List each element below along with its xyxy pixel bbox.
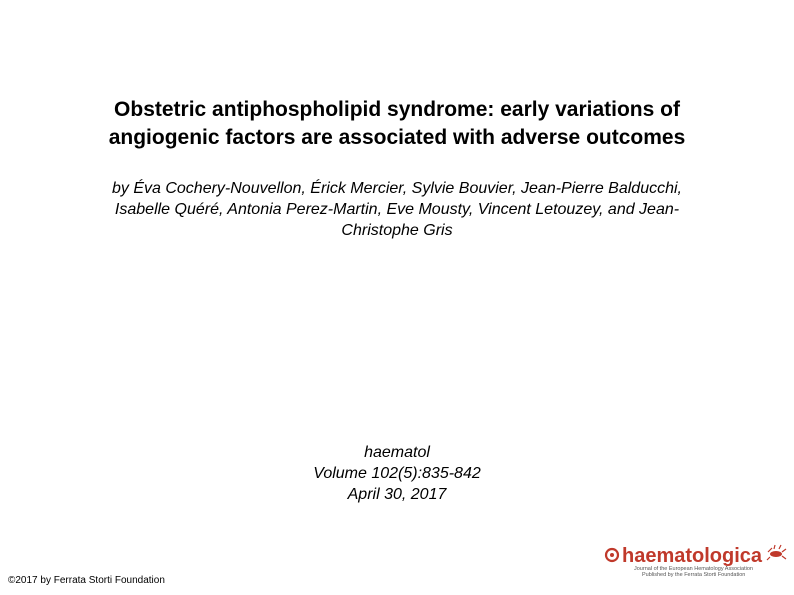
- presentation-title: [40, 96, 754, 152]
- volume-pages: Volume 102(5):835-842: [313, 465, 481, 482]
- logo-tagline-1: Journal of the European Hematology Association: [634, 566, 753, 572]
- citation-block: [200, 442, 594, 505]
- logo-tagline-2: Published by the Ferrata Storti Foundation: [642, 572, 746, 578]
- authors-line-2: Isabelle Quéré, Antonia Perez-Martin, Eve Mousty, Vincent Letouzey, and Jean-: [114, 201, 680, 218]
- authors-line-1: by Éva Cochery-Nouvellon, Érick Mercier, Sylvie Bouvier, Jean-Pierre Balducchi,: [111, 180, 682, 197]
- logo-wordmark: haematologica: [622, 545, 763, 567]
- journal-name: haematol: [364, 444, 430, 461]
- copyright-notice: ©2017 by Ferrata Storti Foundation: [8, 575, 165, 586]
- eha-emblem-icon: [767, 545, 786, 560]
- title-line-2: angiogenic factors are associated with adverse outcomes: [108, 126, 686, 149]
- authors-line-3: Christophe Gris: [341, 222, 453, 239]
- author-list: [52, 178, 742, 241]
- haematologica-logo: [602, 540, 788, 578]
- publication-date: April 30, 2017: [347, 486, 447, 503]
- title-line-1: Obstetric antiphospholipid syndrome: early variations of: [114, 98, 680, 121]
